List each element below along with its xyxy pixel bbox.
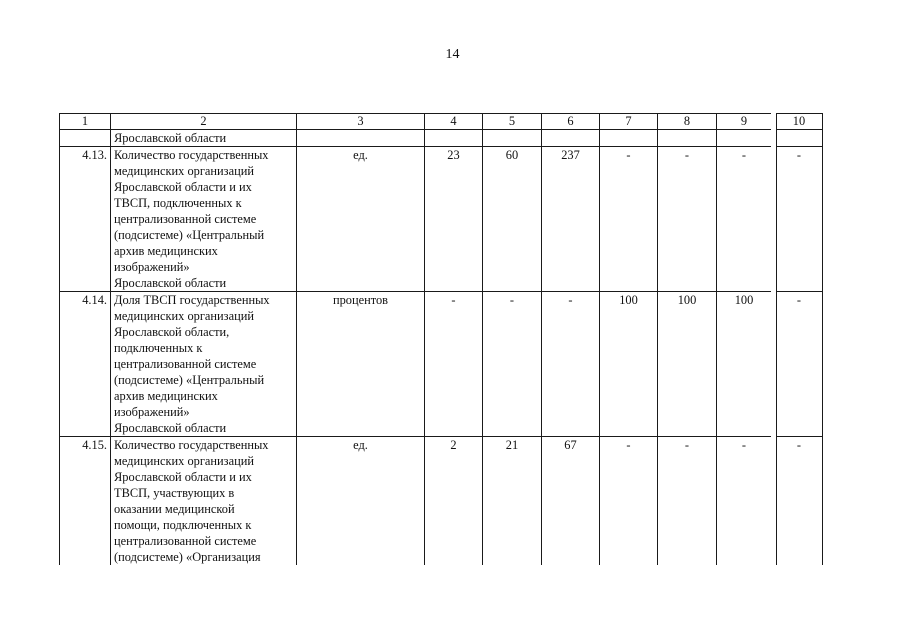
value-cell: 67 xyxy=(542,437,600,566)
row-number: 4.15. xyxy=(60,437,111,566)
unit-cell xyxy=(297,130,425,147)
column-header: 5 xyxy=(483,114,542,130)
column-header: 1 xyxy=(60,114,111,130)
indicator-line: медицинских организаций xyxy=(114,454,254,468)
value-cell xyxy=(600,130,658,147)
column-header: 2 xyxy=(111,114,297,130)
table-row xyxy=(60,292,823,437)
row-number: 4.14. xyxy=(60,292,111,437)
column-header: 3 xyxy=(297,114,425,130)
value-cell: - xyxy=(600,437,658,566)
column-header: 6 xyxy=(542,114,600,130)
value-cell: - xyxy=(774,292,823,437)
column-header: 9 xyxy=(717,114,774,130)
indicator-cell xyxy=(111,292,297,437)
indicator-line: централизованной системе xyxy=(114,357,257,371)
indicator-line: Ярославской области xyxy=(114,276,227,290)
table-header-row xyxy=(60,114,823,130)
table-row xyxy=(60,147,823,292)
value-cell: 60 xyxy=(483,147,542,292)
indicator-line: подключенных к xyxy=(114,341,203,355)
value-cell: - xyxy=(658,437,717,566)
column-header: 4 xyxy=(425,114,483,130)
unit-cell: ед. xyxy=(297,147,425,292)
indicator-line: изображений» xyxy=(114,260,190,274)
indicator-line: ТВСП, участвующих в xyxy=(114,486,235,500)
indicator-line: Ярославской области, xyxy=(114,325,230,339)
indicator-line: Ярославской области xyxy=(114,131,227,145)
value-cell: - xyxy=(600,147,658,292)
indicator-line: (подсистеме) «Организация xyxy=(114,550,261,564)
value-cell: 100 xyxy=(600,292,658,437)
indicator-line: (подсистеме) «Центральный xyxy=(114,373,265,387)
indicator-line: оказании медицинской xyxy=(114,502,235,516)
value-cell: 100 xyxy=(658,292,717,437)
indicator-line: Ярославской области и их xyxy=(114,180,252,194)
indicator-line: изображений» xyxy=(114,405,190,419)
page-number: 14 xyxy=(445,47,460,62)
value-cell xyxy=(658,130,717,147)
indicator-line: централизованной системе xyxy=(114,534,257,548)
unit-cell: ед. xyxy=(297,437,425,566)
value-cell: 100 xyxy=(717,292,774,437)
value-cell: - xyxy=(542,292,600,437)
value-cell: - xyxy=(658,147,717,292)
column-header: 10 xyxy=(774,114,823,130)
value-cell xyxy=(774,130,823,147)
value-cell: 21 xyxy=(483,437,542,566)
column-header: 7 xyxy=(600,114,658,130)
unit-cell: процентов xyxy=(297,292,425,437)
indicator-line: Доля ТВСП государственных xyxy=(114,293,270,307)
indicators-table xyxy=(59,113,823,565)
value-cell xyxy=(717,130,774,147)
indicator-cell xyxy=(111,437,297,566)
indicator-line: архив медицинских xyxy=(114,244,218,258)
value-cell xyxy=(425,130,483,147)
value-cell: - xyxy=(717,147,774,292)
indicator-cell xyxy=(111,147,297,292)
column-header: 8 xyxy=(658,114,717,130)
row-number: 4.13. xyxy=(60,147,111,292)
indicator-line: Ярославской области и их xyxy=(114,470,252,484)
indicator-line: Количество государственных xyxy=(114,148,269,162)
value-cell: - xyxy=(483,292,542,437)
value-cell: 2 xyxy=(425,437,483,566)
indicator-line: ТВСП, подключенных к xyxy=(114,196,242,210)
indicator-line: медицинских организаций xyxy=(114,309,254,323)
indicator-line: Количество государственных xyxy=(114,438,269,452)
value-cell xyxy=(542,130,600,147)
indicator-cell xyxy=(111,130,297,147)
table-row-continuation xyxy=(60,130,823,147)
value-cell: 237 xyxy=(542,147,600,292)
value-cell: - xyxy=(774,437,823,566)
indicator-line: помощи, подключенных к xyxy=(114,518,252,532)
indicator-line: архив медицинских xyxy=(114,389,218,403)
indicator-line: Ярославской области xyxy=(114,421,227,435)
value-cell: - xyxy=(425,292,483,437)
indicator-line: централизованной системе xyxy=(114,212,257,226)
value-cell: 23 xyxy=(425,147,483,292)
indicator-line: (подсистеме) «Центральный xyxy=(114,228,265,242)
value-cell xyxy=(483,130,542,147)
value-cell: - xyxy=(717,437,774,566)
value-cell: - xyxy=(774,147,823,292)
table-row xyxy=(60,437,823,566)
indicator-line: медицинских организаций xyxy=(114,164,254,178)
row-number xyxy=(60,130,111,147)
